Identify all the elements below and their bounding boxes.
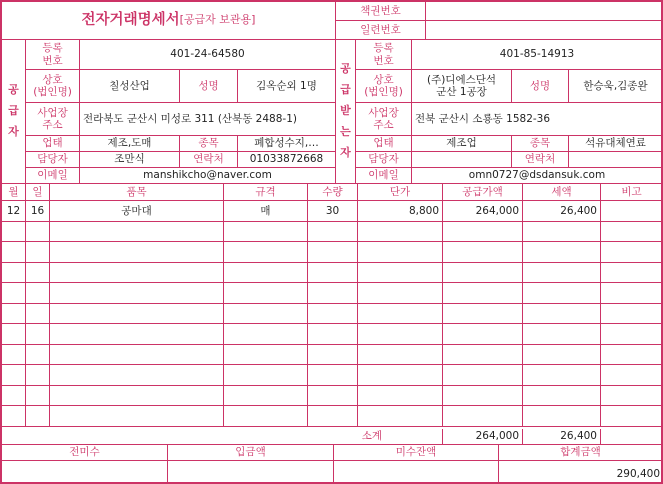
item-cell-note bbox=[601, 263, 663, 284]
receiver-biz-item-label: 종목 bbox=[512, 136, 569, 152]
col-header-item: 품목 bbox=[50, 184, 224, 201]
item-cell-tax bbox=[523, 222, 601, 243]
item-cell-note bbox=[601, 304, 663, 325]
item-cell-unit-price bbox=[358, 386, 443, 407]
receiver-section-label bbox=[336, 40, 356, 184]
receiver-biz-type-label: 업태 bbox=[356, 136, 412, 152]
supplier-label-char: 급 bbox=[8, 104, 19, 118]
subtotal-label: 소계 bbox=[2, 429, 443, 445]
item-cell-tax bbox=[523, 263, 601, 284]
item-cell-item bbox=[50, 345, 224, 366]
item-cell-day bbox=[26, 222, 50, 243]
item-cell-note bbox=[601, 324, 663, 345]
supplier-biz-item: 폐합성수지,… bbox=[238, 136, 336, 152]
item-cell-note bbox=[601, 201, 663, 222]
item-cell-day bbox=[26, 345, 50, 366]
col-header-qty: 수량 bbox=[308, 184, 358, 201]
unpaid-prev-label: 전미수 bbox=[2, 445, 168, 461]
item-cell-item bbox=[50, 304, 224, 325]
receiver-label-char: 받 bbox=[340, 104, 351, 118]
item-cell-tax bbox=[523, 324, 601, 345]
item-cell-day bbox=[26, 406, 50, 427]
book-no-label: 책권번호 bbox=[336, 2, 426, 21]
document-title bbox=[2, 2, 336, 40]
item-cell-tax bbox=[523, 283, 601, 304]
item-cell-item bbox=[50, 406, 224, 427]
item-cell-qty: 30 bbox=[308, 201, 358, 222]
deposit-label: 입금액 bbox=[168, 445, 334, 461]
supplier-biz-item-label: 종목 bbox=[180, 136, 238, 152]
supplier-reg-no: 401-24-64580 bbox=[80, 40, 336, 70]
item-cell-qty bbox=[308, 304, 358, 325]
col-header-supply-amount: 공급가액 bbox=[443, 184, 523, 201]
item-cell-spec bbox=[224, 345, 308, 366]
item-cell-month bbox=[2, 386, 26, 407]
col-header-unit-price: 단가 bbox=[358, 184, 443, 201]
item-cell-item bbox=[50, 365, 224, 386]
subtotal-supply: 264,000 bbox=[443, 429, 523, 445]
item-cell-spec bbox=[224, 304, 308, 325]
item-cell-item bbox=[50, 263, 224, 284]
receiver-label-char: 급 bbox=[340, 83, 351, 97]
item-cell-tax bbox=[523, 304, 601, 325]
item-cell-supply-amount bbox=[443, 324, 523, 345]
item-cell-spec bbox=[224, 365, 308, 386]
col-header-note: 비고 bbox=[601, 184, 663, 201]
item-cell-unit-price bbox=[358, 263, 443, 284]
item-cell-month bbox=[2, 242, 26, 263]
supplier-company: 칠성산업 bbox=[80, 70, 180, 103]
item-cell-unit-price bbox=[358, 304, 443, 325]
item-cell-supply-amount bbox=[443, 386, 523, 407]
unpaid-balance-label: 미수잔액 bbox=[334, 445, 499, 461]
receiver-label-char: 공 bbox=[340, 62, 351, 76]
item-cell-supply-amount bbox=[443, 406, 523, 427]
item-cell-spec bbox=[224, 324, 308, 345]
item-cell-note bbox=[601, 345, 663, 366]
item-cell-item bbox=[50, 324, 224, 345]
item-cell-month bbox=[2, 345, 26, 366]
item-cell-day bbox=[26, 365, 50, 386]
title-subtext: [공급자 보관용] bbox=[179, 13, 256, 27]
supplier-address-label: 사업장 주소 bbox=[26, 103, 80, 136]
item-cell-tax bbox=[523, 345, 601, 366]
item-cell-spec bbox=[224, 242, 308, 263]
item-cell-tax bbox=[523, 365, 601, 386]
item-cell-qty bbox=[308, 283, 358, 304]
item-cell-item: 공마대 bbox=[50, 201, 224, 222]
item-cell-note bbox=[601, 406, 663, 427]
receiver-company: (주)디에스단석 군산 1공장 bbox=[412, 70, 512, 103]
book-no-value bbox=[426, 2, 663, 21]
item-cell-spec: 매 bbox=[224, 201, 308, 222]
item-cell-unit-price bbox=[358, 406, 443, 427]
col-header-month: 월 bbox=[2, 184, 26, 201]
col-header-tax: 세액 bbox=[523, 184, 601, 201]
item-cell-qty bbox=[308, 365, 358, 386]
supplier-company-label: 상호 (법인명) bbox=[26, 70, 80, 103]
item-cell-tax bbox=[523, 242, 601, 263]
receiver-reg-no-label: 등록 번호 bbox=[356, 40, 412, 70]
item-cell-unit-price bbox=[358, 345, 443, 366]
receiver-contact bbox=[569, 152, 663, 168]
item-cell-item bbox=[50, 222, 224, 243]
supplier-contact-label: 연락처 bbox=[180, 152, 238, 168]
item-cell-spec bbox=[224, 406, 308, 427]
supplier-label-char: 자 bbox=[8, 124, 19, 138]
item-cell-spec bbox=[224, 283, 308, 304]
supplier-ceo: 김옥순외 1명 bbox=[238, 70, 336, 103]
supplier-biz-type-label: 업태 bbox=[26, 136, 80, 152]
supplier-biz-type: 제조,도매 bbox=[80, 136, 180, 152]
item-cell-qty bbox=[308, 345, 358, 366]
supplier-address: 전라북도 군산시 미성로 311 (산북동 2488-1) bbox=[80, 103, 336, 136]
supplier-section-label bbox=[2, 40, 26, 184]
grand-total-label: 합계금액 bbox=[499, 445, 663, 461]
item-cell-unit-price bbox=[358, 222, 443, 243]
item-cell-qty bbox=[308, 222, 358, 243]
receiver-biz-item: 석유대체연료 bbox=[569, 136, 663, 152]
item-cell-supply-amount bbox=[443, 283, 523, 304]
item-cell-supply-amount bbox=[443, 263, 523, 284]
unpaid-balance-value bbox=[334, 461, 499, 482]
col-header-day: 일 bbox=[26, 184, 50, 201]
item-cell-item bbox=[50, 283, 224, 304]
receiver-manager bbox=[412, 152, 512, 168]
grand-total-value: 290,400 bbox=[616, 467, 660, 480]
item-cell-unit-price: 8,800 bbox=[358, 201, 443, 222]
receiver-biz-type: 제조업 bbox=[412, 136, 512, 152]
item-cell-tax: 26,400 bbox=[523, 201, 601, 222]
title-text: 전자거래명세서 bbox=[81, 12, 180, 29]
item-cell-tax bbox=[523, 386, 601, 407]
col-header-spec: 규격 bbox=[224, 184, 308, 201]
item-cell-day bbox=[26, 324, 50, 345]
receiver-email-label: 이메일 bbox=[356, 168, 412, 184]
deposit-value bbox=[168, 461, 334, 482]
item-cell-note bbox=[601, 222, 663, 243]
item-cell-day bbox=[26, 263, 50, 284]
item-cell-month bbox=[2, 365, 26, 386]
item-cell-supply-amount bbox=[443, 365, 523, 386]
receiver-address: 전북 군산시 소룡동 1582-36 bbox=[412, 103, 663, 136]
receiver-label-char: 자 bbox=[340, 145, 351, 159]
supplier-ceo-label: 성명 bbox=[180, 70, 238, 103]
item-cell-supply-amount bbox=[443, 304, 523, 325]
supplier-manager: 조만식 bbox=[80, 152, 180, 168]
item-cell-item bbox=[50, 242, 224, 263]
item-cell-month bbox=[2, 324, 26, 345]
item-cell-month bbox=[2, 304, 26, 325]
serial-no-label: 일련번호 bbox=[336, 21, 426, 40]
item-cell-supply-amount: 264,000 bbox=[443, 201, 523, 222]
supplier-email-label: 이메일 bbox=[26, 168, 80, 184]
receiver-email: omn0727@dsdansuk.com bbox=[412, 168, 663, 184]
item-cell-month bbox=[2, 283, 26, 304]
receiver-label-char: 는 bbox=[340, 124, 351, 138]
item-cell-month bbox=[2, 263, 26, 284]
item-cell-supply-amount bbox=[443, 242, 523, 263]
item-cell-unit-price bbox=[358, 324, 443, 345]
supplier-manager-label: 담당자 bbox=[26, 152, 80, 168]
receiver-manager-label: 담당자 bbox=[356, 152, 412, 168]
item-cell-spec bbox=[224, 222, 308, 243]
item-cell-supply-amount bbox=[443, 222, 523, 243]
item-cell-day bbox=[26, 242, 50, 263]
supplier-label-char: 공 bbox=[8, 83, 19, 97]
item-cell-qty bbox=[308, 324, 358, 345]
item-cell-unit-price bbox=[358, 242, 443, 263]
item-cell-item bbox=[50, 386, 224, 407]
receiver-ceo-label: 성명 bbox=[512, 70, 569, 103]
item-cell-note bbox=[601, 242, 663, 263]
item-cell-qty bbox=[308, 406, 358, 427]
item-cell-unit-price bbox=[358, 365, 443, 386]
item-cell-unit-price bbox=[358, 283, 443, 304]
supplier-email: manshikcho@naver.com bbox=[80, 168, 336, 184]
item-cell-note bbox=[601, 365, 663, 386]
receiver-company-label: 상호 (법인명) bbox=[356, 70, 412, 103]
receiver-address-label: 사업장 주소 bbox=[356, 103, 412, 136]
item-cell-spec bbox=[224, 263, 308, 284]
subtotal-note bbox=[601, 429, 663, 445]
item-cell-qty bbox=[308, 242, 358, 263]
item-cell-month bbox=[2, 406, 26, 427]
item-cell-qty bbox=[308, 386, 358, 407]
item-cell-day bbox=[26, 386, 50, 407]
item-cell-day bbox=[26, 304, 50, 325]
item-cell-month bbox=[2, 222, 26, 243]
item-cell-month: 12 bbox=[2, 201, 26, 222]
receiver-contact-label: 연락처 bbox=[512, 152, 569, 168]
receiver-ceo: 한승욱,김종완 bbox=[569, 70, 663, 103]
item-cell-spec bbox=[224, 386, 308, 407]
item-cell-tax bbox=[523, 406, 601, 427]
serial-no-value bbox=[426, 21, 663, 40]
supplier-contact: 01033872668 bbox=[238, 152, 336, 168]
item-cell-day: 16 bbox=[26, 201, 50, 222]
receiver-reg-no: 401-85-14913 bbox=[412, 40, 663, 70]
item-cell-note bbox=[601, 283, 663, 304]
supplier-reg-no-label: 등록 번호 bbox=[26, 40, 80, 70]
unpaid-prev-value bbox=[2, 461, 168, 482]
item-cell-note bbox=[601, 386, 663, 407]
item-cell-day bbox=[26, 283, 50, 304]
subtotal-tax: 26,400 bbox=[523, 429, 601, 445]
item-cell-supply-amount bbox=[443, 345, 523, 366]
item-cell-qty bbox=[308, 263, 358, 284]
